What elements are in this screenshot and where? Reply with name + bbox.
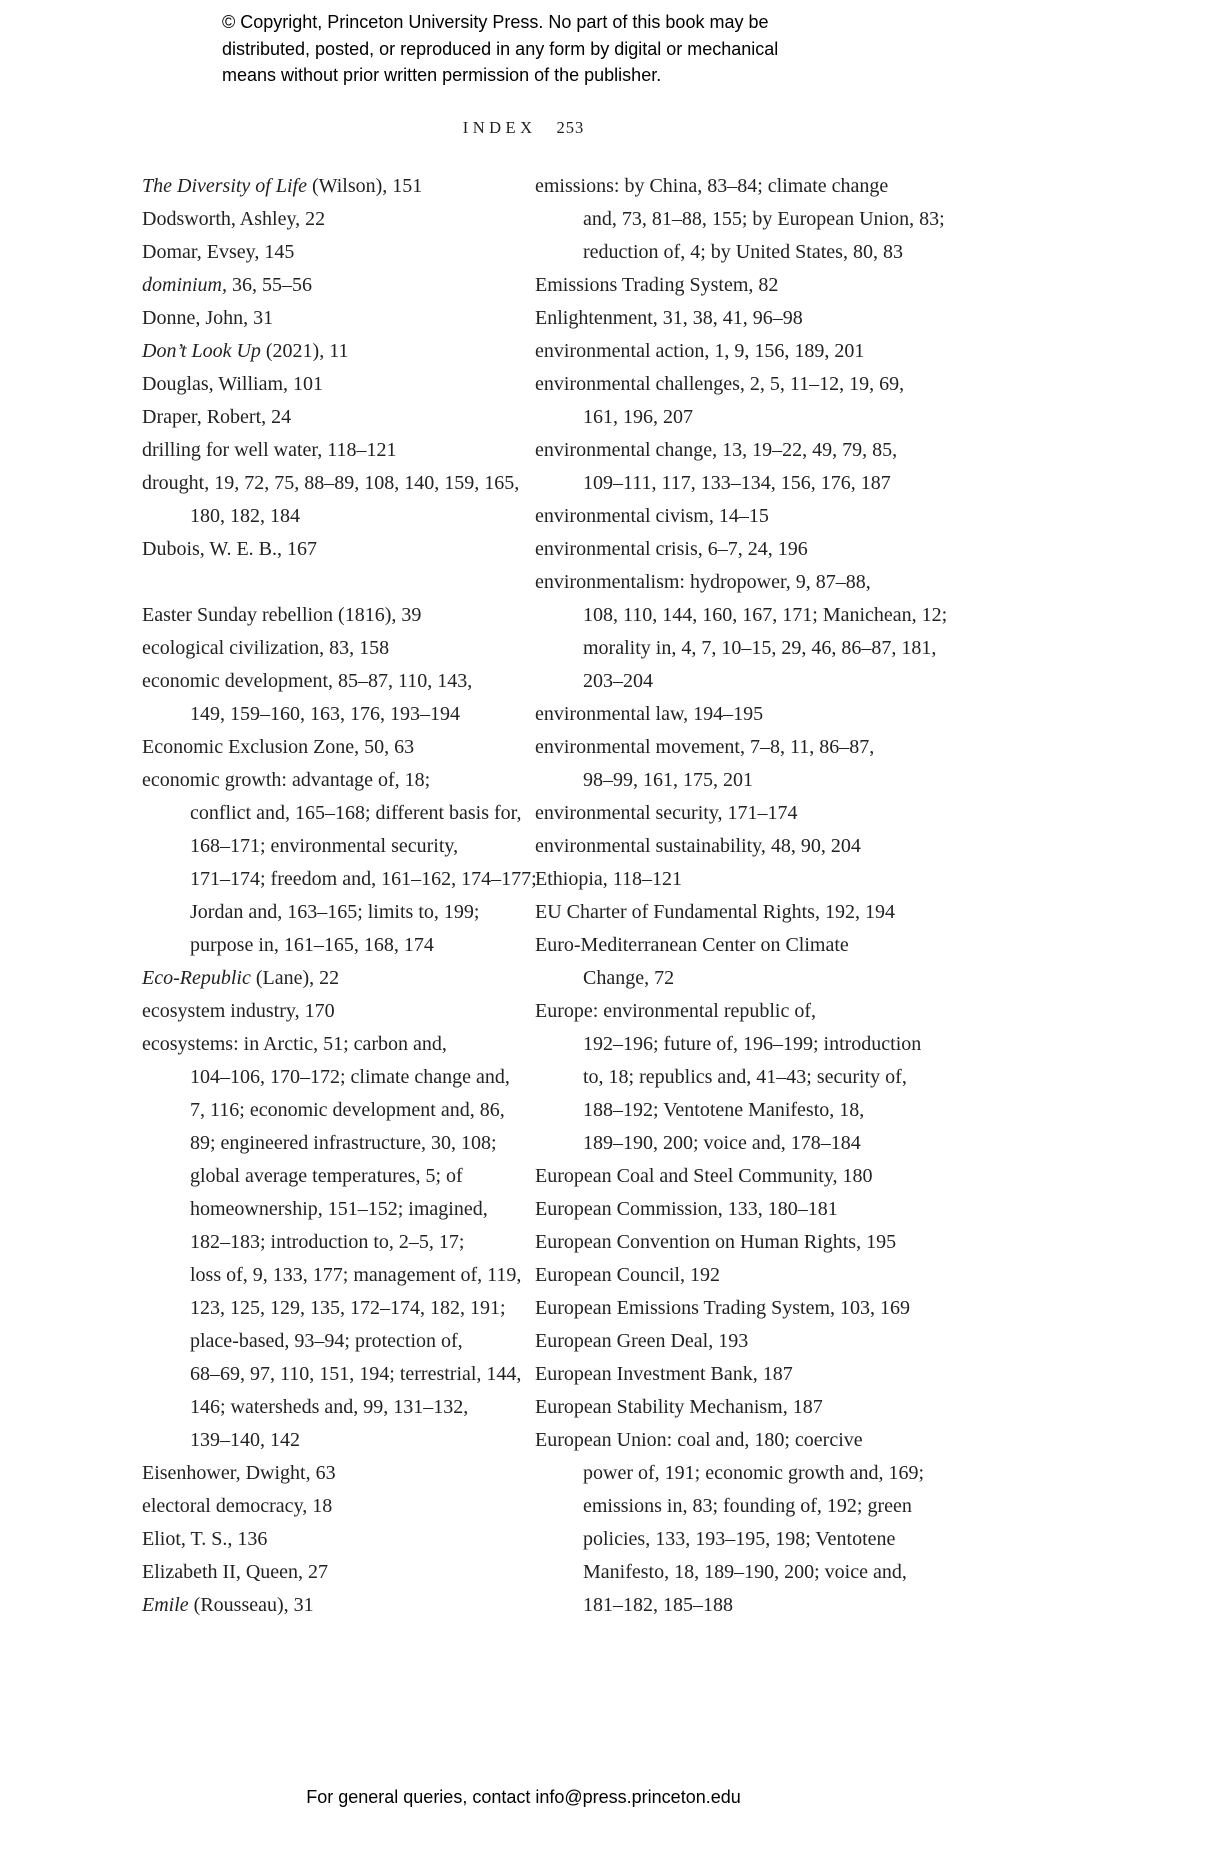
index-entry-line: European Union: coal and, 180; coercive <box>535 1429 863 1451</box>
index-entry <box>142 170 519 203</box>
index-column-right <box>535 170 948 1622</box>
index-entry-line: ecosystem industry, 170 <box>142 1000 335 1022</box>
page-title: INDEX <box>462 118 537 137</box>
index-entry-line: economic growth: advantage of, 18; <box>142 769 431 791</box>
index-entry <box>535 830 912 863</box>
index-entry <box>535 302 912 335</box>
index-entry-line: Economic Exclusion Zone, 50, 63 <box>142 736 415 758</box>
index-entry-line: loss of, 9, 133, 177; management of, 119, <box>190 1264 522 1286</box>
index-entry <box>535 434 912 500</box>
index-entry <box>142 1490 519 1523</box>
index-entry <box>535 1292 912 1325</box>
index-entry <box>535 1391 912 1424</box>
copyright-line: © Copyright, Princeton University Press. No part of this book may be <box>222 12 769 32</box>
index-entry-line: environmentalism: hydropower, 9, 87–88, <box>535 571 871 593</box>
index-entry-line: 139–140, 142 <box>190 1429 300 1451</box>
index-entry-line: 203–204 <box>583 670 653 692</box>
index-entry <box>142 1028 522 1457</box>
index-entry <box>535 896 912 929</box>
index-entry <box>535 368 912 434</box>
index-entry <box>535 929 912 995</box>
index-entry-line: Donne, John, 31 <box>142 307 274 329</box>
index-entry <box>142 1556 519 1589</box>
copyright-line: distributed, posted, or reproduced in any form by digital or mechanical <box>222 38 779 59</box>
running-head <box>142 118 905 138</box>
index-entry <box>535 1193 912 1226</box>
index-entry <box>535 269 912 302</box>
index-entry-line: 188–192; Ventotene Manifesto, 18, <box>583 1099 865 1121</box>
index-entry <box>535 1325 912 1358</box>
index-entry-line: Emissions Trading System, 82 <box>535 274 779 296</box>
index-entry-line: Easter Sunday rebellion (1816), 39 <box>142 604 422 626</box>
index-entry <box>535 797 912 830</box>
index-entry-line: Ethiopia, 118–121 <box>535 868 683 890</box>
index-entry-line: environmental civism, 14–15 <box>535 505 769 527</box>
index-entry-line: Change, 72 <box>583 967 675 989</box>
index-entry <box>535 335 912 368</box>
index-entry-line: 161, 196, 207 <box>583 406 693 428</box>
index-entry <box>535 533 912 566</box>
index-entry <box>142 1589 519 1622</box>
index-entry <box>142 434 519 467</box>
index-entry-line: Jordan and, 163–165; limits to, 199; <box>190 901 480 923</box>
index-entry <box>142 203 519 236</box>
index-column-left <box>142 170 537 1622</box>
index-entry <box>142 1523 519 1556</box>
index-entry <box>142 1457 519 1490</box>
index-entry-line: emissions in, 83; founding of, 192; green <box>583 1495 912 1517</box>
index-entry <box>142 269 519 302</box>
index-entry-line: European Investment Bank, 187 <box>535 1363 793 1385</box>
index-entry <box>142 731 519 764</box>
index-entry-line: 189–190, 200; voice and, 178–184 <box>583 1132 861 1154</box>
index-entry-line: 181–182, 185–188 <box>583 1594 733 1616</box>
index-entry-line: Eco-Republic (Lane), 22 <box>142 967 340 989</box>
index-entry <box>142 533 519 566</box>
index-entry-line: 98–99, 161, 175, 201 <box>583 769 753 791</box>
index-entry-line: Eliot, T. S., 136 <box>142 1528 268 1550</box>
index-entry <box>142 236 519 269</box>
index-entry-line: environmental change, 13, 19–22, 49, 79, 85, <box>535 439 898 461</box>
index-entry-line: Dodsworth, Ashley, 22 <box>142 208 326 230</box>
index-entry-line: 104–106, 170–172; climate change and, <box>190 1066 510 1088</box>
index-entry-line: environmental challenges, 2, 5, 11–12, 19, 69, <box>535 373 905 395</box>
index-entry-line: environmental law, 194–195 <box>535 703 764 725</box>
index-entry-line: and, 73, 81–88, 155; by European Union, 83; <box>583 208 945 230</box>
index-entry-line: Enlightenment, 31, 38, 41, 96–98 <box>535 307 803 329</box>
index-entry-line: Euro-Mediterranean Center on Climate <box>535 934 849 956</box>
index-entry <box>535 1424 925 1622</box>
index-entry-line: environmental sustainability, 48, 90, 204 <box>535 835 861 857</box>
index-entry <box>142 335 519 368</box>
index-entry-line: Emile (Rousseau), 31 <box>142 1594 314 1616</box>
index-entry-line: environmental crisis, 6–7, 24, 196 <box>535 538 808 560</box>
index-entry <box>142 302 519 335</box>
index-entry-line: 192–196; future of, 196–199; introduction <box>583 1033 922 1055</box>
page-number: 253 <box>556 118 585 137</box>
index-entry-line: Don’t Look Up (2021), 11 <box>142 340 349 362</box>
index-entry-line: 109–111, 117, 133–134, 156, 176, 187 <box>583 472 891 494</box>
footer-contact: For general queries, contact info@press.princeton.edu <box>306 1787 741 1807</box>
index-entry-line: Eisenhower, Dwight, 63 <box>142 1462 336 1484</box>
index-entry <box>142 962 519 995</box>
index-entry-line: environmental security, 171–174 <box>535 802 798 824</box>
index-entry <box>535 698 912 731</box>
index-entry-line: global average temperatures, 5; of <box>190 1165 463 1187</box>
index-entry-line: conflict and, 165–168; different basis for, <box>190 802 522 824</box>
index-entry <box>535 1259 912 1292</box>
index-entry <box>142 632 519 665</box>
index-entry-line: environmental action, 1, 9, 156, 189, 201 <box>535 340 865 362</box>
index-entry <box>535 500 912 533</box>
index-entry-line: 108, 110, 144, 160, 167, 171; Manichean, 12; <box>583 604 948 626</box>
index-entry <box>142 665 519 731</box>
index-entry-line: ecological civilization, 83, 158 <box>142 637 390 659</box>
index-entry-line: 180, 182, 184 <box>190 505 300 527</box>
index-entry-line: power of, 191; economic growth and, 169; <box>583 1462 925 1484</box>
index-entry-line: electoral democracy, 18 <box>142 1495 333 1517</box>
index-entry <box>535 1160 912 1193</box>
index-entry <box>142 467 519 533</box>
index-entry-line: reduction of, 4; by United States, 80, 83 <box>583 241 903 263</box>
index-entry <box>535 863 912 896</box>
index-entry-line: drilling for well water, 118–121 <box>142 439 397 461</box>
index-entry-line: European Green Deal, 193 <box>535 1330 749 1352</box>
index-entry-line: place-based, 93–94; protection of, <box>190 1330 463 1352</box>
index-entry <box>142 401 519 434</box>
index-entry-line: 89; engineered infrastructure, 30, 108; <box>190 1132 497 1154</box>
index-entry-line: drought, 19, 72, 75, 88–89, 108, 140, 159, 165, <box>142 472 520 494</box>
index-entry-line: Douglas, William, 101 <box>142 373 324 395</box>
index-entry <box>142 995 519 1028</box>
index-entry <box>535 1226 912 1259</box>
index-entry-line: Draper, Robert, 24 <box>142 406 292 428</box>
index-entry-line: 171–174; freedom and, 161–162, 174–177; <box>190 868 537 890</box>
index-entry <box>142 764 537 962</box>
index-entry-line: environmental movement, 7–8, 11, 86–87, <box>535 736 875 758</box>
index-entry-line: European Convention on Human Rights, 195 <box>535 1231 897 1253</box>
copyright-notice <box>222 9 778 89</box>
index-entry-line: dominium, 36, 55–56 <box>142 274 312 296</box>
index-entry <box>535 995 922 1160</box>
index-entry-line: European Commission, 133, 180–181 <box>535 1198 838 1220</box>
index-entry-line: 68–69, 97, 110, 151, 194; terrestrial, 144, <box>190 1363 522 1385</box>
index-entry-line: 182–183; introduction to, 2–5, 17; <box>190 1231 465 1253</box>
index-entry <box>142 599 519 632</box>
index-entry-line: emissions: by China, 83–84; climate change <box>535 175 889 197</box>
index-entry-line: European Emissions Trading System, 103, 169 <box>535 1297 911 1319</box>
index-entry-line: ecosystems: in Arctic, 51; carbon and, <box>142 1033 447 1055</box>
index-entry-line: 123, 125, 129, 135, 172–174, 182, 191; <box>190 1297 506 1319</box>
index-entry <box>535 1358 912 1391</box>
index-entry-line: 168–171; environmental security, <box>190 835 459 857</box>
index-entry-line: European Council, 192 <box>535 1264 720 1286</box>
index-entry-line: 7, 116; economic development and, 86, <box>190 1099 505 1121</box>
index-entry <box>535 566 948 698</box>
index-entry <box>535 731 912 797</box>
index-entry-line: Dubois, W. E. B., 167 <box>142 538 318 560</box>
index-entry-line: Manifesto, 18, 189–190, 200; voice and, <box>583 1561 907 1583</box>
index-entry-line: 149, 159–160, 163, 176, 193–194 <box>190 703 460 725</box>
index-entry-line: European Coal and Steel Community, 180 <box>535 1165 873 1187</box>
index-entry-line: The Diversity of Life (Wilson), 151 <box>142 175 423 197</box>
index-entry-line: European Stability Mechanism, 187 <box>535 1396 823 1418</box>
index-entry <box>142 368 519 401</box>
index-entry-line: Europe: environmental republic of, <box>535 1000 817 1022</box>
index-entry-line: Domar, Evsey, 145 <box>142 241 295 263</box>
index-entry-line: 146; watersheds and, 99, 131–132, <box>190 1396 469 1418</box>
index-entry <box>535 170 945 269</box>
copyright-line: means without prior written permission of the publisher. <box>222 65 662 85</box>
index-entry-line: policies, 133, 193–195, 198; Ventotene <box>583 1528 896 1550</box>
index-columns <box>142 170 948 1622</box>
index-entry-line: Elizabeth II, Queen, 27 <box>142 1561 329 1583</box>
index-entry-line: economic development, 85–87, 110, 143, <box>142 670 473 692</box>
index-entry-line: homeownership, 151–152; imagined, <box>190 1198 488 1220</box>
index-entry-line: to, 18; republics and, 41–43; security of, <box>583 1066 907 1088</box>
index-entry-line: EU Charter of Fundamental Rights, 192, 194 <box>535 901 895 923</box>
index-entry-line: purpose in, 161–165, 168, 174 <box>190 934 434 956</box>
index-entry-line: morality in, 4, 7, 10–15, 29, 46, 86–87, 181, <box>583 637 937 659</box>
